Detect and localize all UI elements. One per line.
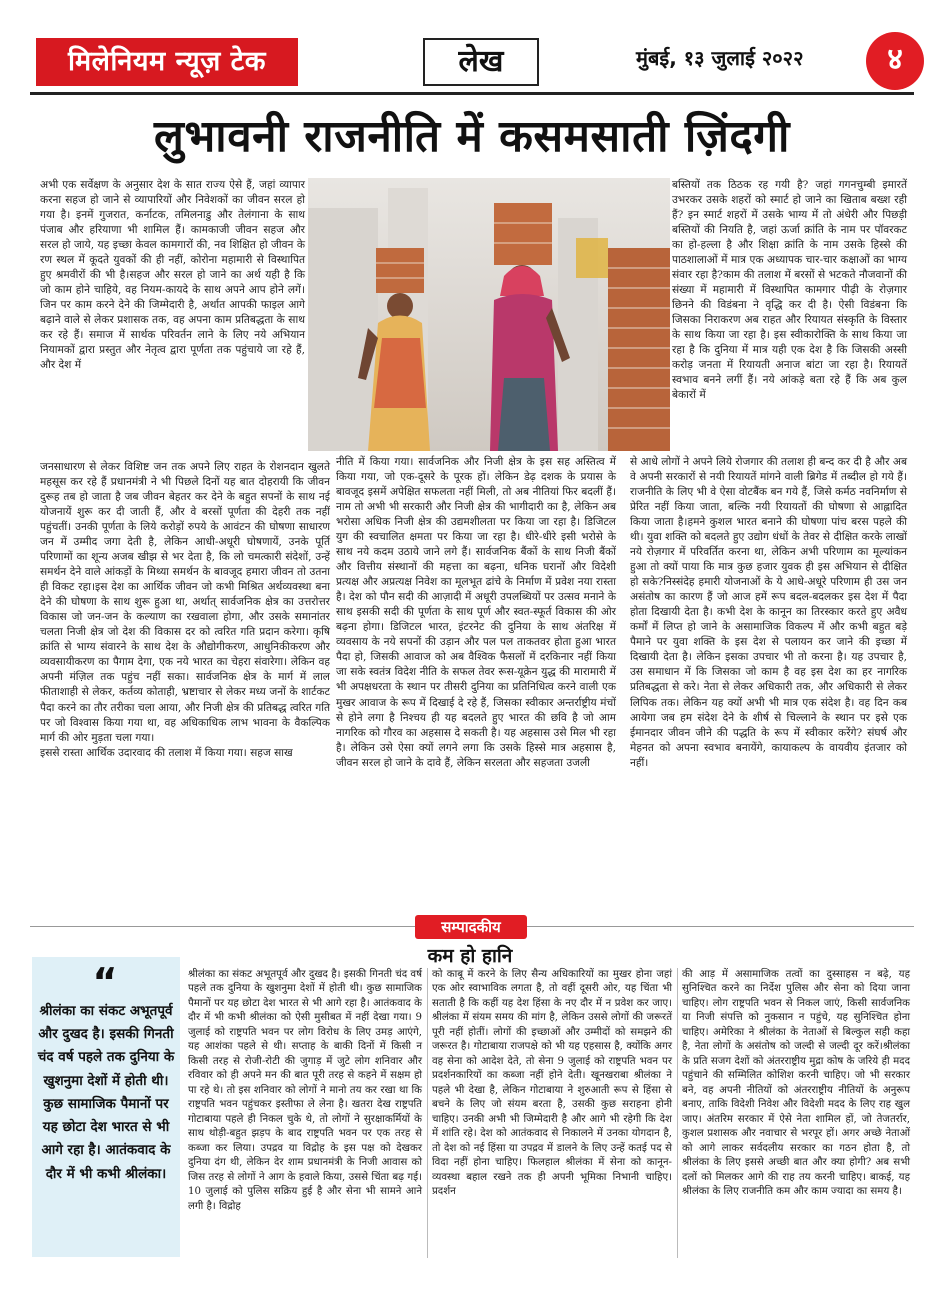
editorial-column-1 [188, 968, 422, 1214]
article-paragraph: बस्तियों तक ठिठक रह गयी है? जहां गगनचुम्बी इमारतें उभरकर उसके शहरों को स्मार्ट हो जाने का खिताब बख्श रही हैं? इन स्मार्ट शहरों में उसके भाग्य में तो अंधेरी और पिछड़ी बस्तियों की नियति है, जहां ऊर्जा क्रांति के नाम पर पॉवरकट का हो-हल्ला है और शिक्षा क्रांति के नाम उसके हिस्से की पाठशालाओं में मात्र एक अध्यापक चार-चार कक्षाओं का भाग्य संवार रहा है?काम की तलाश में बरसों से भटकते नौजवानों की संख्या में महामारी में विस्थापित कामगार पीढ़ी के रोज़गार छिनने की विडंबना ने वृद्धि कर दी है। ऐसी विडंबना कि जिसका निराकरण अब राहत और रियायत संस्कृति के विस्तार के साथ किया जा रहा है। इस स्वीकारोक्ति के साथ किया जा रहा है कि दुनिया में मात्र यही एक देश है कि जिसकी अस्सी करोड़ जनता में रियायती अनाज बांटा जा रहा है। रियायतें स्वभाव बनने लगीं हैं। नये आंकड़े बता रहे हैं कि अब कुल बेकारों में [672, 179, 907, 402]
editorial-paragraph: को काबू में करने के लिए सैन्य अधिकारियों का मुखर होना जहां एक ओर स्वाभाविक लगता है, तो वहीं दूसरी ओर, यह चिंता भी सताती है कि कहीं यह देश हिंसा के नए दौर में न प्रवेश कर जाए। श्रीलंका में संयम समय की मांग है, लेकिन उससे लोगों की जरूरतें पूरी नहीं होतीं। लोगों की इच्छाओं और उम्मीदों को समझने की जरूरत है। गोटाबाया राजपक्षे को भी यह एहसास है, क्योंकि अगर वह सेना को आदेश देते, तो सेना 9 जुलाई को राष्ट्रपति भवन पर प्रदर्शनकारियों का कब्जा नहीं होने देती। खूनखराबा श्रीलंका ने पहले भी देखा है, लेकिन गोटाबाया ने शुरुआती रूप से हिंसा से बचने के लिए जो संयम बरता है, उसकी कुछ सराहना होनी चाहिए। उनकी अभी भी जिम्मेदारी है और आगे भी रहेगी कि देश में शांति रहे। देश को आतंकवाद से निकालने में उनका योगदान है, तो देश को नई हिंसा या उपद्रव में डालने के लिए उन्हें कतई पद से विदा नहीं होना चाहिए। फिलहाल श्रीलंका में सेना को कानून-व्यवस्था बहाल रखने तक ही अपनी भूमिका निभानी चाहिए। प्रदर्शन [432, 969, 672, 1198]
editorial-paragraph: श्रीलंका का संकट अभूतपूर्व और दुखद है। इसकी गिनती चंद वर्ष पहले तक दुनिया के खुशनुमा देशों में होती थी। कुछ सामाजिक पैमानों पर यह छोटा देश भारत से भी आगे रहा है। आतंकवाद के दौर में भी कभी श्रीलंका को ऐसी मुसीबत में नहीं देखा गया। 9 जुलाई को राष्ट्रपति भवन पर लोग विरोध के लिए उमड़ आएंगे, यह आशंका पहले से थी। सप्ताह के बाकी दिनों में किसी न किसी तरह से रोजी-रोटी की जुगाड़ में जुटे लोग शनिवार और रविवार को ही अपने मन की बात पूरी तरह से कहने में सक्षम हो पा रहे थे। तो इस शनिवार को लोगों ने मानो तय कर रखा था कि राष्ट्रपति भवन पहुंचकर इस्तीफा ले लेना है। खतरा देख राष्ट्रपति गोटाबाया पहले ही निकल चुके थे, तो लोगों ने सुरक्षाकर्मियों के साथ थोड़ी-बहुत झड़प के बाद राष्ट्रपति भवन पर एक तरह से कब्जा कर लिया। उपद्रव या विद्रोह के इस पक्ष को देखकर दुनिया दंग थी, लेकिन देर शाम प्रधानमंत्री के निजी आवास को जिस तरह से लोगों ने आग के हवाले किया, उससे चिंता बढ़ गई। 10 जुलाई को पुलिस सक्रिय हुई है और सेना भी सामने आने लगी है। विद्रोह [188, 969, 422, 1212]
article-column-1 [40, 178, 305, 373]
construction-workers-illustration [308, 178, 670, 451]
article-paragraph: जनसाधारण से लेकर विशिष्ट जन तक अपने लिए राहत के रोशनदान खुलते महसूस कर रहे हैं प्रधानमंत्री ने भी पिछले दिनों यह बात दोहरायी कि जीवन दुरूह तब हो जाता है जब जीवन बेहतर कर देने के बहुत सपनों के साथ नई योजनायें शुरू कर दी जाती हैं, और वे बरसों पूर्णता की देहरी तक नहीं पहुंचतीं। उनकी पूर्णता के लिये करोड़ों रुपये के आवंटन की घोषणा साधारण जन में उम्मीद जगा देती है, लेकिन आधी-अधूरी घोषणायें, उनके पूर्ति परिणामों का शून्य अजब खीझ से भर देता है, कि लो चमत्कारी संदेशों, उन्हें समर्थन देने वाले आंकड़ों के मिथ्या समर्थन के बावजूद हमारा जीवन तो उतना ही विकट रहा।इस देश का आर्थिक जीवन जो कभी मिश्रित अर्थव्यवस्था बना देने की घोषणा के साथ शुरू हुआ था, अर्थात् सार्वजनिक क्षेत्र का उत्तरोत्तर विकास जो जन-जन के कल्याण का रखवाला होगा, और उसके समानांतर चलता निजी क्षेत्र जो देश की विकास दर को त्वरित गति प्रदान करेगा। कृषि क्रांति से भाग्य संवारने के साथ देश के औद्योगीकरण, आधुनिकीकरण और व्यवसायीकरण का पैगाम देगा, एक नये भारत का चेहरा संवारेगा। लेकिन वह अपनी मंज़िल तक पहुंच नहीं सका। सार्वजनिक क्षेत्र के मार्ग में लाल फीताशाही से लेकर, कर्तव्य कोताही, भ्रष्टाचार से लेकर मध्य जनों के शार्टकट पैदा करने का तौर तरीका चला आया, और निजी क्षेत्र की प्रतिबद्ध त्वरित गति पर जो विश्वास किया गया था, वह अधिकाधिक लाभ भावना के वैकल्पिक मार्ग की ओर मुड़ता चला गया। [40, 461, 330, 744]
editorial-paragraph: की आड़ में असामाजिक तत्वों का दुस्साहस न बढ़े, यह सुनिश्चित करने का निर्देश पुलिस और सेना को दिया जाना चाहिए। लोग राष्ट्रपति भवन से निकल जाएं, किसी सार्वजनिक या निजी संपत्ति को नुकसान न पहुंचे, यह सुनिश्चित होना चाहिए। अमेरिका ने श्रीलंका के नेताओं से बिल्कुल सही कहा है, नेता लोगों के असंतोष को जल्दी से जल्दी दूर करें।श्रीलंका के प्रति सजग देशों को अंतरराष्ट्रीय मुद्रा कोष के जरिये ही मदद पहुंचाने की सम्मिलित कोशिश करनी चाहिए। जो भी सरकार बने, वह अपनी नीतियों को अंतरराष्ट्रीय नीतियों के अनुरूप बनाए, ताकि विदेशी निवेश और विदेशी मदद के लिए राह खुल जाए। अंतरिम सरकार में ऐसे नेता शामिल हों, जो तेजतर्रार, कुशल प्रशासक और नवाचार से भरपूर हों। अगर अच्छे नेताओं को आगे लाकर सर्वदलीय सरकार का गठन होता है, तो श्रीलंका के लिए इससे अच्छी बात और क्या होगी? अब सभी दलों को मिलकर आगे की राह तय करनी चाहिए। बाकई, यह श्रीलंका के लिए राजनीति कम और काम ज्यादा का समय है। [682, 969, 910, 1198]
issue-date: मुंबई, १३ जुलाई २०२२ [636, 46, 804, 70]
editorial-column-3 [682, 968, 910, 1200]
column-separator [677, 968, 678, 1258]
pullquote-text: श्रीलंका का संकट अभूतपूर्व और दुखद है। इसकी गिनती चंद वर्ष पहले तक दुनिया के खुशनुमा देशों में होती थी। कुछ सामाजिक पैमानों पर यह छोटा देश भारत से भी आगे रहा है। आतंकवाद के दौर में भी कभी श्रीलंका। [37, 1003, 175, 1182]
article-paragraph: अभी एक सर्वेक्षण के अनुसार देश के सात राज्य ऐसे हैं, जहां व्यापार करना सहज हो जाने से व्यापारियों और निवेशकों का जीवन सरल हो गया है। इनमें गुजरात, कर्नाटक, तमिलनाडु और तेलंगाना के साथ पंजाब और हरियाणा भी शामिल हैं। कामकाजी जीवन सहज और सरल हो जाये, यह इच्छा केवल कामगारों की, नव शिक्षित हो जीवन के रण स्थल में कूदते युवकों की ही नहीं, कोरोना महामारी से विस्थापित हुए श्रमवीरों की भी है।सहज और सरल हो जाने का अर्थ यही है कि जो काम होने चाहिये, वह नियम-कायदे के साथ अपने आप होने लगें। जिन पर काम करने देने की जिम्मेदारी है, अर्थात आपकी फाइल आगे बढ़ाने वाले से लेकर प्रशासक तक, वह अपना काम प्रतिबद्धता के साथ कर रहे हैं। समाज में सार्थक परिवर्तन लाने के लिए नये अभियान नियामकों द्वारा प्रस्तुत और नेतृत्व द्वारा पूर्णता तक पहुंचाये जा रहे हैं, और देश में [40, 179, 305, 372]
article-paragraph: इससे रास्ता आर्थिक उदारवाद की तलाश में किया गया। सहज साख [40, 746, 293, 759]
article-column-3 [672, 178, 907, 403]
workers-photo [308, 178, 670, 451]
article-headline: लुभावनी राजनीति में कसमसाती ज़िंदगी [154, 111, 790, 162]
article-column-1-lower [40, 460, 330, 761]
masthead [18, 30, 928, 92]
editorial-label: सम्पादकीय [415, 915, 527, 939]
article-column-3-lower [630, 455, 907, 771]
quote-mark-icon: “ [92, 960, 118, 1004]
editorial-title: कम हो हानि [427, 945, 513, 967]
section-label: लेख [423, 38, 539, 86]
article-paragraph: से आधे लोगों ने अपने लिये रोजगार की तलाश ही बन्द कर दी है और अब वे अपनी सरकारों से नयी रियायतें मांगने वाली ब्रिगेड में तब्दील हो गये हैं। राजनीति के लिए भी वे ऐसा वोटबैंक बन गये हैं, जिसे कर्मठ नवनिर्माण से प्रेरित नहीं किया जाता, बल्कि नयी रियायतों की घोषणा से आह्लादित किया जाता है।हमने कुशल भारत बनाने की घोषणा पांच बरस पहले की थी। युवा शक्ति को बदलते हुए उद्योग धंधों के तेवर से दीक्षित करके लाखों नये रोज़गार में परिवर्तित करना था, लेकिन अभी परिणाम का मूल्यांकन हुआ तो क्यों पाया कि मात्र कुछ हजार युवक ही इस अभियान से दीक्षित हो सके?निस्संदेह हमारी योजनाओं के ये आधे-अधूरे परिणाम ही उस जन असंतोष का कारण हैं जो आज हमें रूप बदल-बदलकर इस देश में पैदा होता दिखायी देता है। कभी देश के कानून का तिरस्कार करते हुए अवैध कर्मों में लिप्त हो जाने के असामाजिक विकल्प में और कभी बहुत बड़े पैमाने पर युवा शक्ति के इस देश से पलायन कर जाने की इच्छा में दिखायी देता है। लेकिन इसका उपचार भी तो करना है। यह उपचार है, उस समाधान में कि जिसका जो काम है वह इस देश का हर नागरिक प्रतिबद्धता से करे। नेता से लेकर अधिकारी तक, और अधिकारी से लेकर लिपिक तक। लेकिन यह क्यों अभी भी मात्र एक संदेश है। वह दिन कब आयेगा जब हम संदेश देने के शीर्ष से चिल्लाने के स्थान पर इसे एक ईमानदार जीवन जीने की पद्धति के रूप में स्वीकार करेंगे? संघर्ष और मेहनत को अपना स्वभाव बनायेंगे, कायाकल्प के वायवीय इंतजार को नहीं। [630, 456, 907, 769]
editorial-column-2 [432, 968, 672, 1200]
newspaper-brand: मिलेनियम न्यूज़ टेक [36, 38, 298, 86]
column-separator [427, 968, 428, 1258]
masthead-rule [30, 92, 914, 95]
article-paragraph: नीति में किया गया। सार्वजनिक और निजी क्षेत्र के इस सह अस्तित्व में किया गया, जो एक-दूसरे के पूरक हों। लेकिन डेढ़ दशक के प्रयास के बावजूद इसमें अपेक्षित सफलता नहीं मिली, तो अब नीतियां फिर बदलीं हैं। नाम तो अभी भी सरकारी और निजी क्षेत्र की भागीदारी का है, लेकिन अब भरोसा अधिक निजी क्षेत्र की उद्यमशीलता पर किया जा रहा है। डिजिटल युग की स्वचालित क्षमता पर किया जा रहा है। धीरे-धीरे इसी भरोसे के साथ नये कदम उठाये जाने लगे हैं। सार्वजनिक बैंकों के साथ निजी बैंकों और वित्तीय संस्थानों की महत्ता का बढ़ना, धनिक घरानों और विदेशी प्रत्यक्ष और अप्रत्यक्ष निवेश का मूलभूत ढांचे के निर्माण में प्रवेश नया रास्ता है। देश को पौन सदी की आज़ादी में अधूरी उपलब्धियों पर उत्सव मनाने के साथ इसकी सदी की पूर्णता के साथ पूर्ण और स्वत-स्फूर्त विकास की ओर बढ़ना होगा। डिजिटल भारत, इंटरनेट की दुनिया के साथ अंतरिक्ष में व्यवसाय के नये सपनों की उड़ान और पल पल ताकतवर होता हुआ भारत पैदा हो, जिसकी आवाज को अब वैश्विक फैसलों में दरकिनार नहीं किया जा सके स्वतंत्र विदेश नीति के सफल तेवर रूस-यूक्रेन युद्ध की मारामारी में भी अपक्षधरता के स्थान पर तीसरी दुनिया का प्रतिनिधित्व करने वाली एक मुखर आवाज के रूप में दिखाई दे रहे हैं, जिसका स्वीकार अन्तर्राष्ट्रीय मंचों से होने लगा है निश्चय ही यह बदलते हुए भारत की छवि है जो आम नागरिक को गौरव का अहसास दे सकती है। यह अहसास उसे मिल भी रहा है। लेकिन उसे ऐसा क्यों लगने लगा कि उसके हिस्से मात्र अहसास है, जीवन सरल हो जाने के दावे हैं, लेकिन सरलता और सहजता उजली [336, 456, 616, 769]
page-number: ४ [866, 32, 924, 90]
article-column-2 [336, 455, 616, 771]
